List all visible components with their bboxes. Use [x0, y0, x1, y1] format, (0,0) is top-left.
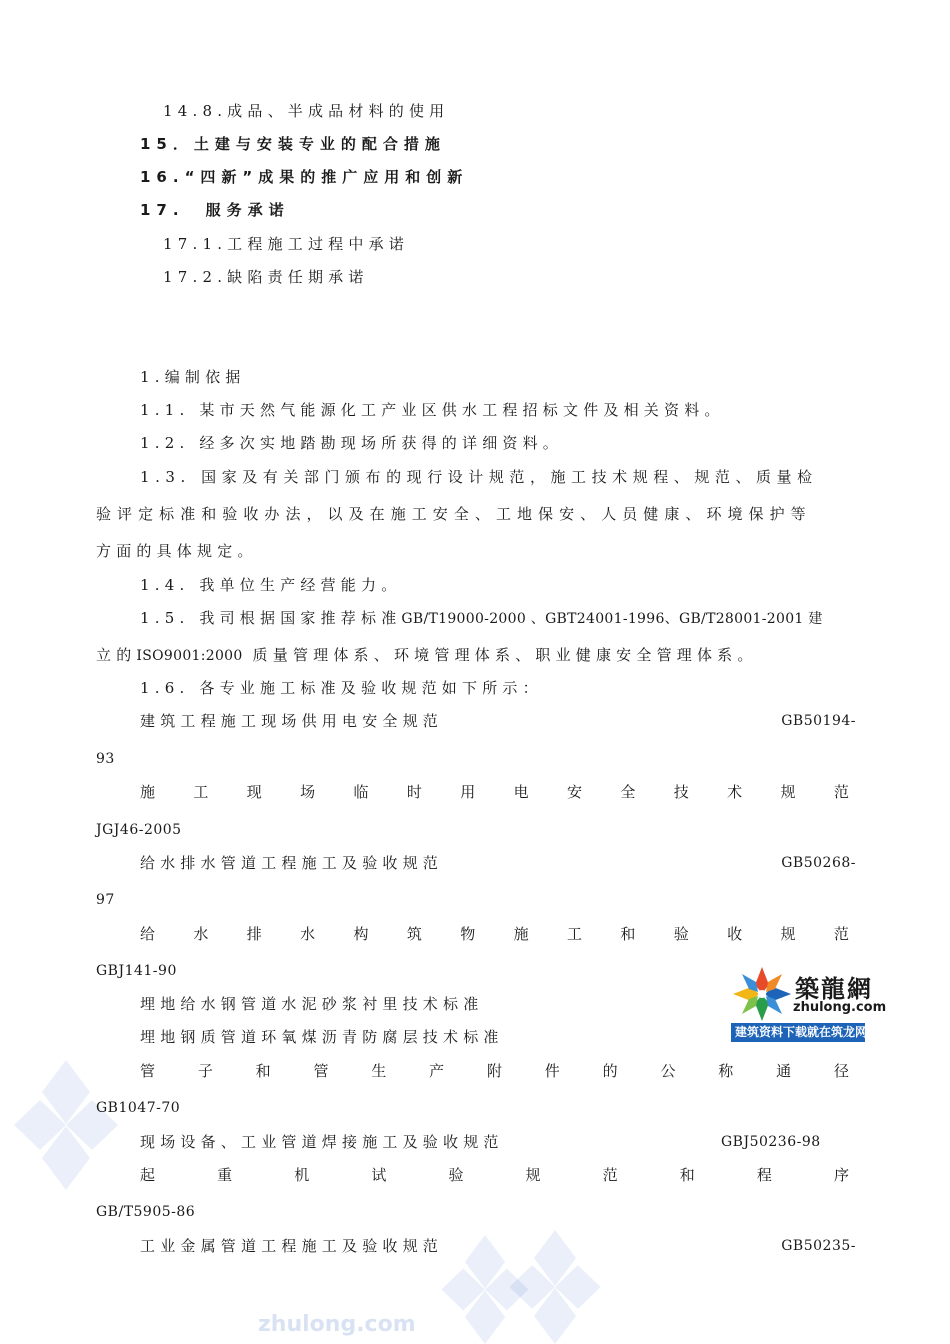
standard-code: GB50194-	[781, 713, 856, 729]
standard-char: 产	[429, 1062, 445, 1080]
standard-char: 子	[197, 1062, 213, 1080]
section-heading: 1.编制依据	[140, 368, 246, 386]
standard-char: 规	[525, 1166, 541, 1184]
paragraph-1-1: 1.1. 某市天然气能源化工产业区供水工程招标文件及相关资料。	[140, 401, 725, 419]
paragraph-1-5-line2-text-c: 质量管理体系、环境管理体系、职业健康安全管理体系。	[242, 646, 758, 664]
standard-row-10	[140, 1236, 856, 1256]
standard-row-3	[140, 853, 856, 873]
standard-char: 的	[602, 1062, 618, 1080]
standard-char: 施	[513, 925, 529, 943]
standard-code: GB50235-	[781, 1238, 856, 1254]
standard-char: 工	[567, 925, 583, 943]
standard-char: 水	[300, 925, 316, 943]
standard-code-continued: JGJ46-2005	[96, 822, 182, 838]
paragraph-1-5-line1-text: 1.5. 我司根据国家推荐标准	[140, 609, 402, 627]
standard-char: 生	[371, 1062, 387, 1080]
standard-row-7	[140, 1061, 849, 1081]
paragraph-1-5-line1-codes: GB/T19000-2000 、GBT24001-1996、GB/T28001-2001 建	[401, 611, 823, 627]
standard-char: 收	[727, 925, 743, 943]
zhulong-logo-star-icon	[731, 965, 793, 1023]
standard-char: 程	[756, 1166, 772, 1184]
standard-char: 工	[193, 783, 209, 801]
standard-char: 起	[140, 1166, 156, 1184]
standard-char: 现	[246, 783, 262, 801]
toc-item-16: 16.“四新”成果的推广应用和创新	[140, 168, 469, 186]
paragraph-1-5-line2	[96, 645, 758, 666]
standard-char: 筑	[406, 925, 422, 943]
standard-char: 和	[255, 1062, 271, 1080]
standard-row-4	[140, 924, 849, 944]
standard-char: 径	[833, 1062, 849, 1080]
standard-char: 和	[620, 925, 636, 943]
standard-row-8: 现场设备、工业管道焊接施工及验收规范	[140, 1133, 504, 1151]
standard-char: 公	[660, 1062, 676, 1080]
standard-char: 管	[313, 1062, 329, 1080]
standard-char: 规	[780, 925, 796, 943]
paragraph-1-2: 1.2. 经多次实地踏勘现场所获得的详细资料。	[140, 434, 563, 452]
standard-char: 用	[460, 783, 476, 801]
watermark-text: zhulong.com	[258, 1312, 416, 1337]
toc-item-15: 15．土建与安装专业的配合措施	[140, 135, 446, 153]
logo-name-en: zhulong.com	[793, 1000, 887, 1015]
standard-char: 给	[140, 925, 156, 943]
standard-char: 范	[833, 925, 849, 943]
paragraph-1-3-line3: 方面的具体规定。	[96, 542, 258, 560]
standard-char: 临	[353, 783, 369, 801]
toc-item-17-2: 17.2.缺陷责任期承诺	[163, 268, 369, 286]
standard-row-1	[140, 711, 856, 731]
standard-char: 序	[833, 1166, 849, 1184]
paragraph-1-5-line2-iso: ISO9001:2000	[136, 648, 243, 664]
standard-name: 工业金属管道工程施工及验收规范	[140, 1237, 444, 1255]
standard-char: 重	[217, 1166, 233, 1184]
standard-name: 建筑工程施工现场供用电安全规范	[140, 712, 444, 730]
standard-code-continued: GB1047-70	[96, 1100, 181, 1116]
zhulong-logo	[731, 965, 887, 1042]
standard-char: 时	[406, 783, 422, 801]
standard-char: 安	[567, 783, 583, 801]
standard-char: 技	[673, 783, 689, 801]
standard-char: 构	[353, 925, 369, 943]
standard-code: GBJ50236-98	[721, 1134, 821, 1150]
standard-char: 场	[300, 783, 316, 801]
standard-row-9	[140, 1165, 849, 1185]
paragraph-1-3-line1: 1.3. 国家及有关部门颁布的现行设计规范，施工技术规程、规范、质量检	[140, 468, 818, 486]
standard-row-5: 埋地给水钢管道水泥砂浆衬里技术标准	[140, 995, 484, 1013]
standard-row-6: 埋地钢质管道环氧煤沥青防腐层技术标准	[140, 1028, 504, 1046]
paragraph-1-4: 1.4. 我单位生产经营能力。	[140, 576, 402, 594]
standard-char: 验	[673, 925, 689, 943]
standard-char: 排	[246, 925, 262, 943]
standard-code-continued: 93	[96, 751, 115, 767]
paragraph-1-6: 1.6. 各专业施工标准及验收规范如下所示：	[140, 679, 543, 697]
logo-banner: 建筑资料下载就在筑龙网	[731, 1023, 865, 1042]
standard-char: 水	[193, 925, 209, 943]
standard-code-continued: GBJ141-90	[96, 963, 177, 979]
standard-char: 范	[833, 783, 849, 801]
standard-code-continued: 97	[96, 892, 115, 908]
standard-char: 称	[718, 1062, 734, 1080]
standard-row-2	[140, 782, 849, 802]
standard-char: 验	[448, 1166, 464, 1184]
watermark-snowflake-left-icon	[14, 1060, 118, 1190]
paragraph-1-5-line2-text-a: 立的	[96, 646, 137, 664]
standard-char: 件	[544, 1062, 560, 1080]
standard-char: 全	[620, 783, 636, 801]
standard-char: 管	[140, 1062, 156, 1080]
standard-char: 机	[294, 1166, 310, 1184]
standard-char: 通	[776, 1062, 792, 1080]
standard-char: 规	[780, 783, 796, 801]
standard-name: 给水排水管道工程施工及验收规范	[140, 854, 444, 872]
standard-char: 范	[602, 1166, 618, 1184]
toc-item-17: 17. 服务承诺	[140, 201, 290, 219]
standard-char: 施	[140, 783, 156, 801]
standard-char: 附	[486, 1062, 502, 1080]
standard-code-continued: GB/T5905-86	[96, 1204, 196, 1220]
standard-char: 电	[513, 783, 529, 801]
paragraph-1-3-line2: 验评定标准和验收办法，以及在施工安全、工地保安、人员健康、环境保护等	[96, 505, 812, 523]
standard-char: 物	[460, 925, 476, 943]
paragraph-1-5-line1	[140, 608, 823, 629]
standard-char: 术	[727, 783, 743, 801]
logo-name-cn: 築龍網	[795, 975, 873, 1003]
standard-char: 和	[679, 1166, 695, 1184]
standard-code: GB50268-	[781, 855, 856, 871]
standard-char: 试	[371, 1166, 387, 1184]
toc-item-17-1: 17.1.工程施工过程中承诺	[163, 235, 409, 253]
toc-item-14-8: 14.8.成品、半成品材料的使用	[163, 102, 450, 120]
